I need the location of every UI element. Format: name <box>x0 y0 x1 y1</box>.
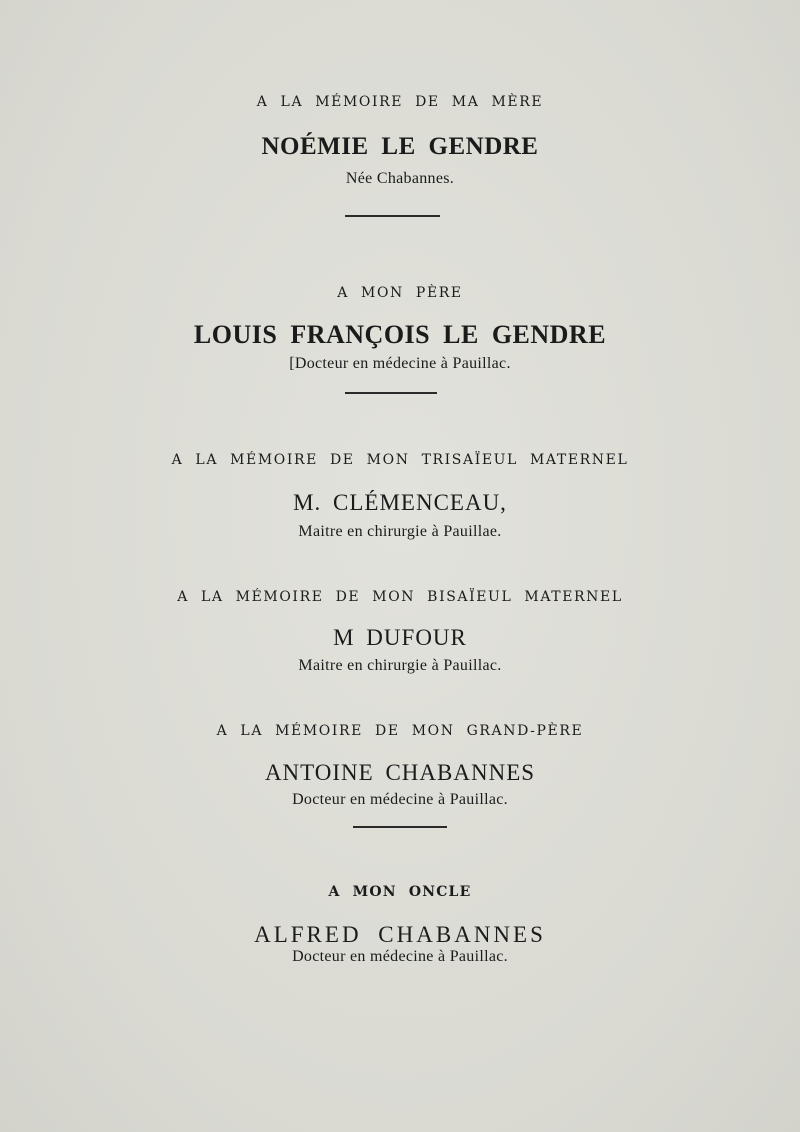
dedication-name-grandfather: ANTOINE CHABANNES <box>264 760 536 785</box>
dedication-heading-mother: A LA MÉMOIRE DE MA MÈRE <box>256 94 544 110</box>
dedication-subtitle-father: [Docteur en médecine à Pauillac. <box>289 355 511 372</box>
dedication-name-mother: NOÉMIE LE GENDRE <box>261 133 539 160</box>
dedication-name-father: LOUIS FRANÇOIS LE GENDRE <box>193 320 607 349</box>
dedication-heading-great-grandfather: A LA MÉMOIRE DE MON BISAÏEUL MATERNEL <box>177 589 623 605</box>
separator-rule <box>353 826 447 828</box>
dedication-heading-uncle: A MON ONCLE <box>328 884 472 900</box>
dedication-subtitle-great-grandfather: Maitre en chirurgie à Pauillac. <box>298 657 502 674</box>
dedication-subtitle-mother: Née Chabannes. <box>345 170 455 187</box>
dedication-subtitle-uncle: Docteur en médecine à Pauillac. <box>292 948 508 965</box>
dedication-name-great-grandfather: M DUFOUR <box>333 625 467 650</box>
separator-rule <box>345 215 440 217</box>
dedication-heading-father: A MON PÈRE <box>337 285 463 301</box>
dedication-name-uncle: ALFRED CHABANNES <box>254 922 546 947</box>
dedication-heading-great-great-grandfather: A LA MÉMOIRE DE MON TRISAÏEUL MATERNEL <box>171 452 629 468</box>
dedication-subtitle-great-great-grandfather: Maitre en chirurgie à Pauillae. <box>298 523 502 540</box>
dedication-name-great-great-grandfather: M. CLÉMENCEAU, <box>293 490 507 515</box>
dedication-heading-grandfather: A LA MÉMOIRE DE MON GRAND-PÈRE <box>216 723 584 739</box>
dedication-subtitle-grandfather: Docteur en médecine à Pauillac. <box>292 791 508 808</box>
separator-rule <box>345 392 437 394</box>
